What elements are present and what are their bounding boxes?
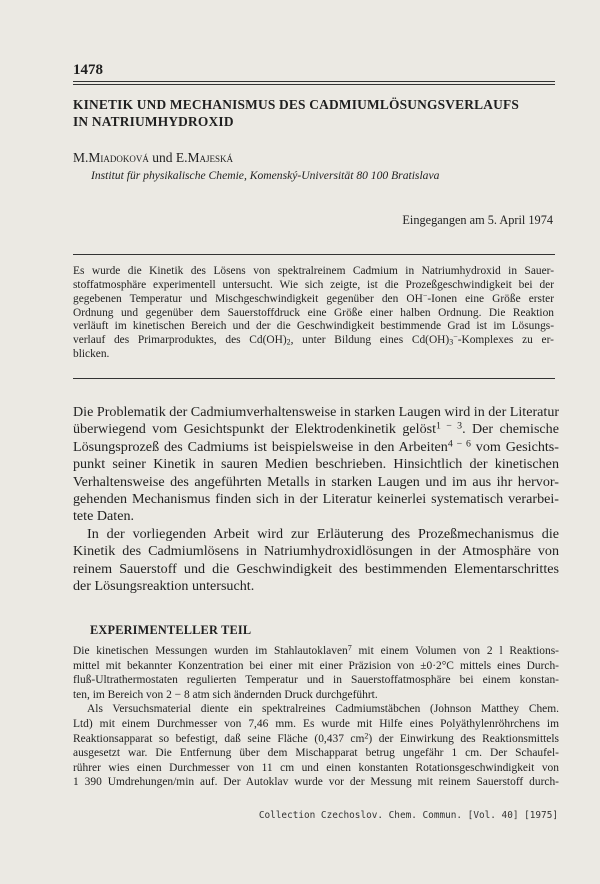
experimental-line: Als Versuchsmaterial diente ein spektralreines Cadmiumstäbchen (Johnson Matthey Chem. [87,703,559,716]
experimental-line: fluß-Ultrathermostaten regulierten Temperatur und in Sauerstoffatmosphäre bei einem konstan- [73,674,559,687]
body-line: Lösungsprozeß des Cadmiums ist beispielsweise in den Arbeiten$^{4 - 6}$ vom Gesichts- [73,438,559,455]
experimental-line: ten, im Bereich von 2 − 8 atm sich ändernden Druck durchgeführt. [73,688,378,701]
experimental-line: Reaktionsapparat so befestigt, daß seine Fläche (0,437 $cm^2$) der Einwirkung des Reaktionsmittels [73,730,560,745]
experimental-line: Ltd) mit einem Durchmesser von 7,46 mm. Es wurde mit Hilfe eines Polyäthylenröhrchens im [73,717,559,730]
abstract-line: stoffatmosphäre experimentell untersucht. Wie sich zeigte, ist die Prozeßgeschwindigkeit bei der [73,278,554,291]
experimental-line: Die kinetischen Messungen wurden im Stahlautoklaven$^7$ mit einem Volumen von 2 l Reaktions- [73,643,559,657]
author-conjunction: und [148,150,176,165]
body-line: Die Problematik der Cadmiumverhaltensweise in starken Laugen wird in der Literatur [73,404,560,420]
abstract-line: gegebenen Temperatur und Mischgeschwindigkeit gegenüber den OH−-Ionen eine Größe erster [73,291,554,305]
author-2: E.Majeská [175,150,234,165]
institute-affiliation: Institut für physikalische Chemie, Komenský-Universität 80 100 Bratislava [91,169,440,182]
author-list [73,150,233,166]
body-line: punkt seiner Kinetik in sauren Medien beschrieben. Hinsichtlich der kinetischen [73,456,559,473]
experimental-text [73,644,559,790]
title-line-1: KINETIK UND MECHANISMUS DES CADMIUMLÖSUNGSVERLAUFS [73,97,519,112]
abstract-line: blicken. [73,348,110,361]
page-number: 1478 [73,62,103,78]
body-line: tete Daten. [73,508,135,525]
abstract-line: Es wurde die Kinetik des Lösens von spektralreinem Cadmium in Natriumhydroxid in Sauer- [73,265,554,277]
experimental-line: rührer wies einen Durchmesser von 11 cm und einen konstanten Rotationsgeschwindigkeit von [73,761,559,774]
introduction-text [73,404,559,595]
article-title [73,96,543,130]
abstract-rule-bottom [73,378,555,379]
title-line-2: IN NATRIUMHYDROXID [73,114,234,129]
abstract-line: verlauf des Primarproduktes, des $Cd(OH)_2$, unter Bildung eines $Cd(OH)_3^-$-Komplexes zu er- [73,332,554,347]
body-line: reinem Sauerstoff und die Geschwindigkeit des bestimmenden Elementarschrittes [73,560,559,577]
header-rule-bottom [73,84,555,85]
journal-footer: Collection Czechoslov. Chem. Commun. [Vol. 40] [1975] [258,810,558,821]
abstract-line: Ordnung und gegenüber dem Sauerstoffdruck eine Größe einer halben Ordnung. Die Reaktion [73,306,554,319]
experimental-line: 1 390 Umdrehungen/min auf. Der Autoklav wurde vor der Messung mit reinem Sauerstoff durch- [73,776,559,789]
body-line: überwiegend vom Gesichtspunkt der Elektrodenkinetik gelöst$^{1 - 3}$. Der chemische [73,420,559,438]
body-line: gehenden Mechanismus finden sich in der Literatur keinerlei systematisch verarbei- [73,491,559,508]
experimental-line: mittel mit bekannter Konzentration bei einer mit einer Präzision von ±0·2°C mittels eines Durch- [73,659,559,672]
body-line: In der vorliegenden Arbeit wird zur Erläuterung des Prozeßmechanismus die [87,525,559,542]
experimental-line: ausgesetzt war. Die Entfernung über dem Mischapparat betrug ungefähr 1 cm. Der Schaufel- [73,747,559,760]
abstract [73,265,554,362]
section-heading: EXPERIMENTELLER TEIL [90,623,252,637]
body-line: Kinetik des Cadmiumlösens in Natriumhydroxidlösungen in der Atmosphäre von [73,543,559,560]
header-rule-top [73,81,555,82]
body-line: der Lösungsreaktion untersucht. [73,578,255,595]
author-1: M.Miadoková [73,150,149,165]
abstract-rule-top [73,254,555,255]
abstract-line: verläuft im kinetischen Bereich und der die Geschwindigkeit bestimmende Grad ist im Lösungs- [73,320,554,333]
received-date: Eingegangen am 5. April 1974 [402,213,553,227]
body-line: Verhaltensweise des angeführten Metalls in starken Laugen und im aus ihr hervor- [73,473,559,490]
